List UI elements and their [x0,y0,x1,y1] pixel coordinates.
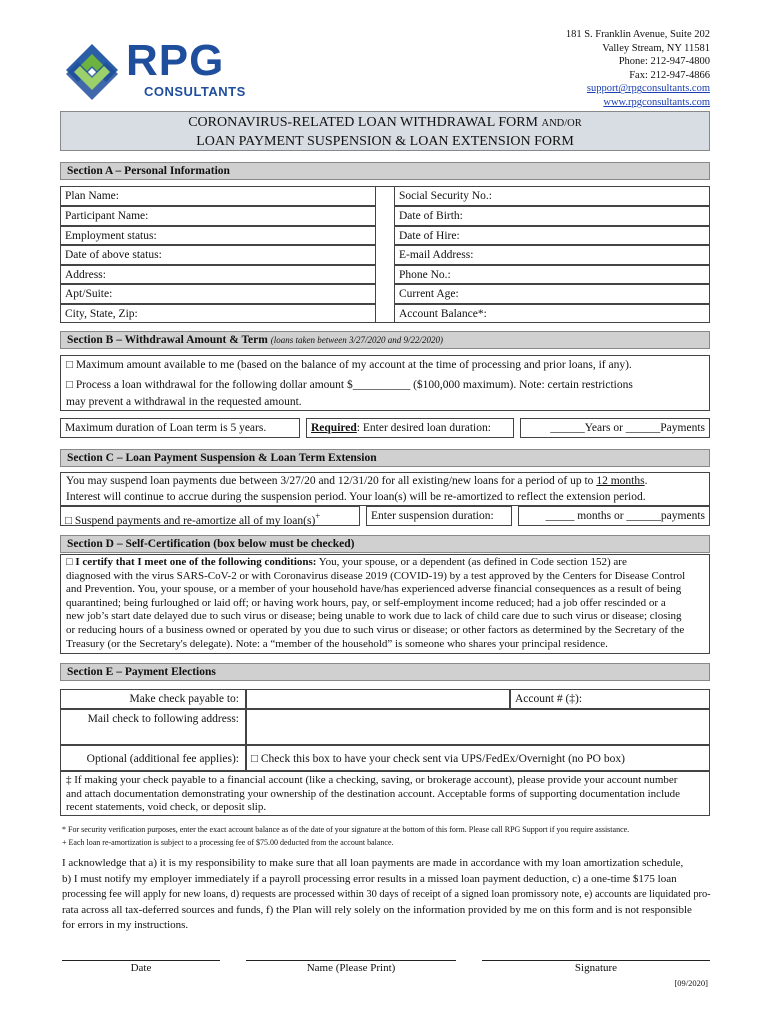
suspension-text-1: You may suspend loan payments due between 3/27/20 and 12/31/20 for all existing/new loans for a period of up to 12 months. [66,475,648,487]
title-andor: AND/OR [541,118,582,129]
section-e-heading: Section E – Payment Elections [60,663,710,681]
title-line-1: CORONAVIRUS-RELATED LOAN WITHDRAWAL FORM [188,115,539,130]
logo-text: RPG [126,36,225,85]
dollar-amount-option[interactable]: □ Process a loan withdrawal for the following dollar amount $__________ ($100,000 maximum). Note: certain restrictions [66,379,633,391]
status-date-field[interactable]: Date of above status: [60,245,376,265]
address-field[interactable]: Address: [60,265,376,284]
dob-field[interactable]: Date of Birth: [394,206,710,226]
footnote-star: * For security verification purposes, enter the exact account balance as of the date of your signature at the bottom of this form. Please call RPG Support if you require assistance. [62,825,630,834]
dollar-amount-note: may prevent a withdrawal in the requested amount. [66,396,302,408]
apt-suite-field[interactable]: Apt/Suite: [60,284,376,304]
employment-status-field[interactable]: Employment status: [60,226,376,245]
footnote-plus: + Each loan re-amortization is subject to a processing fee of $75.00 deducted from the account balance. [62,838,394,847]
acknowledgement-text: I acknowledge that a) it is my responsibility to make sure that all loan payments are made in accordance with my loan amortization schedule, b) I must notify my employer immediately if a payroll processing error results in a missed loan payment deduction, c) a one-time $175 loan processing fee will apply for new loans, d) requests are processed within 30 days of receipt of a signed loan promissory note, e) accounts are liquidated pro- rata across all tax-deferred sources and funds, f) the Plan will rely solely on the information provided by me on this form and is not responsible for errors in my instructions. [62,857,711,931]
plan-name-field[interactable]: Plan Name: [60,186,376,206]
suspension-duration-label: Enter suspension duration: [366,506,512,526]
logo-subtext: CONSULTANTS [144,84,246,99]
optional-label: Optional (additional fee applies): [60,745,246,771]
form-version: [09/2020] [674,978,708,988]
loan-duration-input[interactable]: ______Years or ______Payments [520,418,710,438]
ssn-field[interactable]: Social Security No.: [394,186,710,206]
phone-line: Phone: 212-947-4800 [618,56,710,68]
payable-input[interactable] [246,689,510,709]
hire-date-field[interactable]: Date of Hire: [394,226,710,245]
date-signature-line[interactable]: Date [62,960,220,974]
current-age-field[interactable]: Current Age: [394,284,710,304]
company-address [566,28,710,110]
participant-name-field[interactable]: Participant Name: [60,206,376,226]
phone-field[interactable]: Phone No.: [394,265,710,284]
suspension-duration-input[interactable]: _____ months or ______payments [518,506,710,526]
certify-bold: □ I certify that I meet one of the following conditions: [66,556,317,568]
section-b-heading: Section B – Withdrawal Amount & Term (loans taken between 3/27/2020 and 9/22/2020) [60,331,710,349]
email-field[interactable]: E-mail Address: [394,245,710,265]
section-c-heading: Section C – Loan Payment Suspension & Loan Term Extension [60,449,710,467]
email-link[interactable]: support@rpgconsultants.com [586,83,710,95]
fax-line: Fax: 212-947-4866 [629,69,710,81]
max-amount-option[interactable]: □ Maximum amount available to me (based on the balance of my account at the time of processing and prior loans, if any). [66,359,632,371]
mail-label: Mail check to following address: [60,709,246,745]
address-line-2: Valley Stream, NY 11581 [602,42,710,54]
mail-address-input[interactable] [246,709,710,745]
account-balance-field[interactable]: Account Balance*: [394,304,710,323]
payable-label: Make check payable to: [60,689,246,709]
account-number-field[interactable]: Account # (‡): [510,689,710,709]
city-state-zip-field[interactable]: City, State, Zip: [60,304,376,323]
name-signature-line[interactable]: Name (Please Print) [246,960,456,974]
account-note: ‡ If making your check payable to a financial account (like a checking, saving, or brokerage account), please provide your account number and attach documentation demonstrating your ownership of the destination account. Acceptable forms of supporting documentation include recent statements, void check, or deposit slip. [66,774,681,814]
suspend-checkbox[interactable]: □ Suspend payments and re-amortize all of my loan(s)+ [60,506,360,526]
signature-line[interactable]: Signature [482,960,710,974]
section-a-heading: Section A – Personal Information [60,162,710,180]
max-duration-text: Maximum duration of Loan term is 5 years. [60,418,300,438]
loan-duration-label: Required: Enter desired loan duration: [306,418,514,438]
section-b-note: (loans taken between 3/27/2020 and 9/22/2020) [270,335,443,345]
address-line-1: 181 S. Franklin Avenue, Suite 202 [565,29,710,40]
form-title [60,111,710,151]
suspension-text-2: Interest will continue to accrue during the suspension period. Your loan(s) will be re-amortized to reflect the extension period. [66,491,646,503]
section-d-heading: Section D – Self-Certification (box below must be checked) [60,535,710,553]
rpg-logo [62,38,252,104]
website-link[interactable]: www.rpgconsultants.com [603,96,710,108]
overnight-checkbox[interactable]: □ Check this box to have your check sent via UPS/FedEx/Overnight (no PO box) [246,745,710,771]
certification-text[interactable]: □ I certify that I meet one of the following conditions: You, your spouse, or a dependent (as defined in Code section 152) are diagnosed with the virus SARS-CoV-2 or with Coronavirus disease 2019 (COVID-19) by a test approved by the Centers for Disease Control and Prevention. You, your spouse, or a member of your household have/has experienced adverse financial consequences as a result of being quarantined; being furloughed or laid off; or having work hours, pay, or self-employment income reduced; had a job offer rescinded or a new job’s start date delayed due to such virus or disease; being unable to work due to lack of child care due to such virus or disease; closing or reducing hours of a business owned or operated by you due to such virus or disease; or other factors as determined by the Secretary of the Treasury (or the Secretary's delegate). Note: a “member of the household” is someone who shares your principal residence. [66,556,686,650]
required-label: Required [311,422,357,434]
title-line-2: LOAN PAYMENT SUSPENSION & LOAN EXTENSION FORM [196,133,574,149]
